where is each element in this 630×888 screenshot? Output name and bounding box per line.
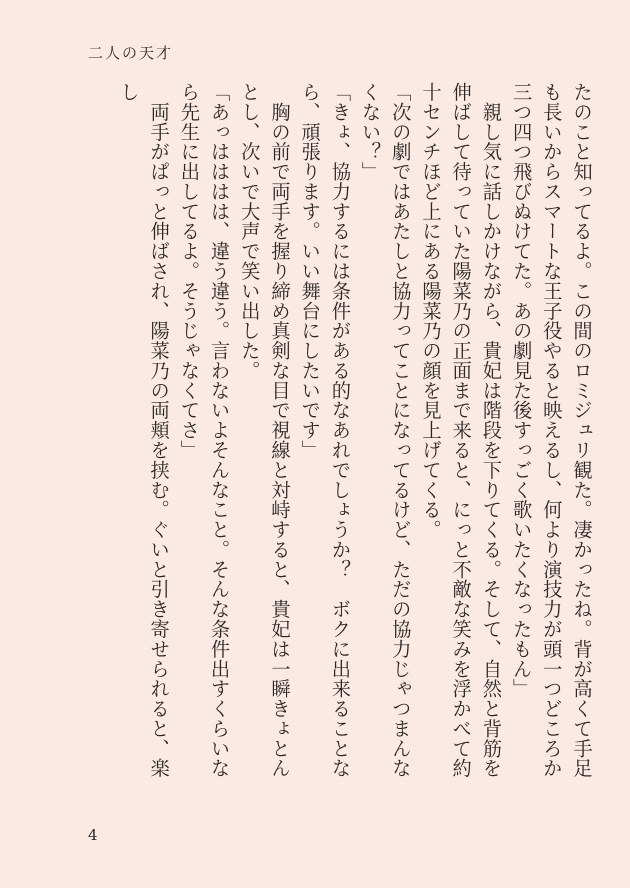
paragraph: 「きょ、協力するには条件がある的なあれでしょうか？ ボクに出来ることなら、頑張ります。いい舞台にしたいです」 [298, 82, 352, 779]
paragraph: 親し気に話しかけながら、貴妃は階段を下りてくる。そして、自然と背筋を伸ばして待っていた陽菜乃の正面まで来ると、にっと不敵な笑みを浮かべて約十センチほど上にある陽菜乃の顔を見上げてくる。 [418, 82, 503, 779]
running-head-title: 二人の天才 [88, 44, 174, 62]
paragraph: 両手がぱっと伸ばされ、陽菜乃の両頬を挟む。ぐいと引き寄せられると、楽し [116, 82, 171, 779]
paragraph: 胸の前で両手を握り締め真剣な目で視線と対峙すると、貴妃は一瞬きょとんとし、次いで大声で笑い出した。 [237, 82, 291, 779]
paragraph: 「あっはははは、違う違う。言わないよそんなこと。そんな条件出すくらいなら先生に出してるよ。そうじゃなくてさ」 [177, 82, 231, 779]
paragraph: たのこと知ってるよ。この間のロミジュリ観た。凄かったね。背が高くて手足も長いからスマートな王子役やると映えるし、何より演技力が頭一つどころか三つ四つ飛びぬけてた。あの劇見た後すっごく歌いたくなったもん」 [509, 82, 593, 779]
paragraph: 「次の劇ではあたしと協力ってことになってるけど、ただの協力じゃつまんなくない？」 [358, 82, 412, 779]
page-number: 4 [88, 826, 98, 844]
vertical-body-text [76, 82, 596, 782]
